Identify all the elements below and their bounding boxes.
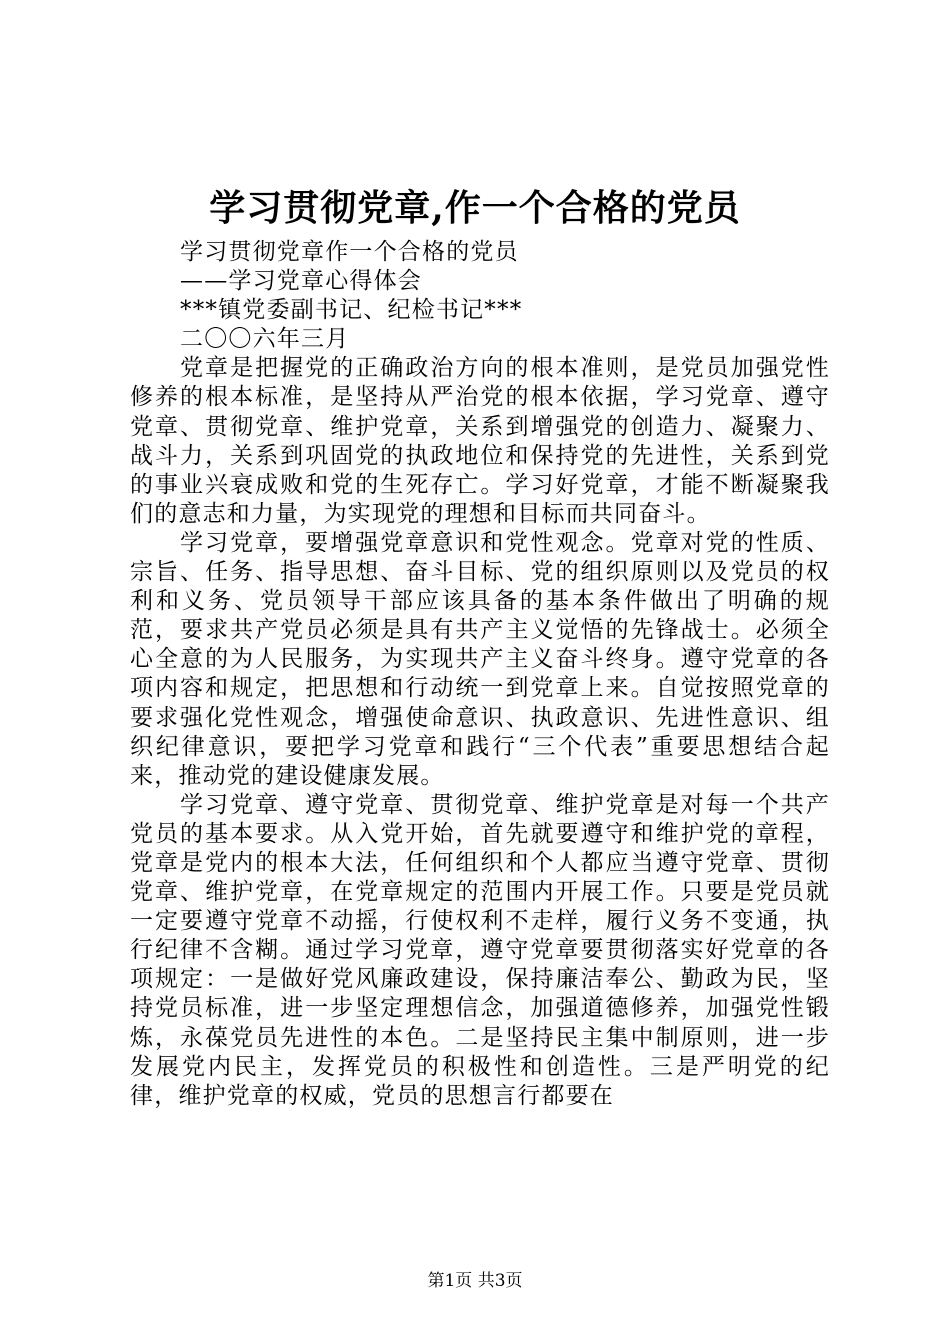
- subheading-line: ——学习党章心得体会: [180, 268, 422, 295]
- date-line: 二〇〇六年三月: [180, 326, 350, 353]
- body-paragraph: 学习党章、遵守党章、贯彻党章、维护党章是对每一个共产党员的基本要求。从入党开始，首先就要遵守和维护党的章程，党章是党内的根本大法，任何组织和个人都应当遵守党章、贯彻党章、维护党章，在党章规定的范围内开展工作。只要是党员就一定要遵守党章不动摇，行使权利不走样，履行义务不变通，执行纪律不含糊。通过学习党章，遵守党章要贯彻落实好党章的各项规定：一是做好党风廉政建设，保持廉洁奉公、勤政为民，坚持党员标准，进一步坚定理想信念，加强道德修养，加强党性锻炼，永葆党员先进性的本色。二是坚持民主集中制原则，进一步发展党内民主，发挥党员的积极性和创造性。三是严明党的纪律，维护党章的权威，党员的思想言行都要在: [130, 791, 830, 1109]
- document-body: [130, 238, 830, 1111]
- body-paragraph: 党章是把握党的正确政治方向的根本准则，是党员加强党性修养的根本标准，是坚持从严治党的根本依据，学习党章、遵守党章、贯彻党章、维护党章，关系到增强党的创造力、凝聚力、战斗力，关系到巩固党的执政地位和保持党的先进性，关系到党的事业兴衰成败和党的生死存亡。学习好党章，才能不断凝聚我们的意志和力量，为实现党的理想和目标而共同奋斗。: [130, 355, 830, 527]
- body-paragraph: 学习党章，要增强党章意识和党性观念。党章对党的性质、宗旨、任务、指导思想、奋斗目标、党的组织原则以及党员的权利和义务、党员领导干部应该具备的基本条件做出了明确的规范，要求共产党员必须是具有共产主义觉悟的先锋战士。必须全心全意的为人民服务，为实现共产主义奋斗终身。遵守党章的各项内容和规定，把思想和行动统一到党章上来。自觉按照党章的要求强化党性观念，增强使命意识、执政意识、先进性意识、组织纪律意识，要把学习党章和践行“三个代表”重要思想结合起来，推动党的建设健康发展。: [130, 529, 830, 789]
- subtitle-line: 学习贯彻党章作一个合格的党员: [180, 239, 519, 265]
- document-title: 学习贯彻党章,作一个合格的党员: [209, 187, 741, 229]
- author-line: ***镇党委副书记、纪检书记***: [180, 297, 523, 324]
- page-footer: 第1页 共3页: [427, 1271, 523, 1291]
